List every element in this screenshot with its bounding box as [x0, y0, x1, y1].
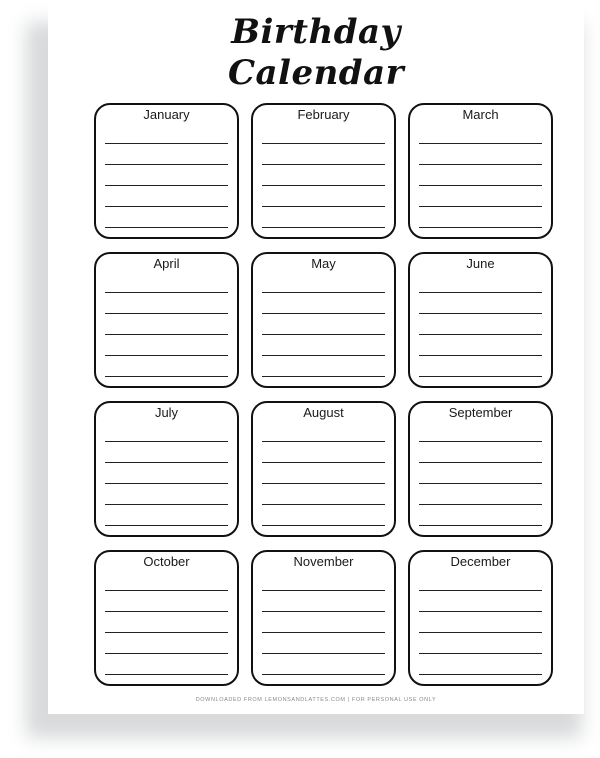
- writing-line: [262, 143, 385, 144]
- month-name: February: [297, 107, 350, 122]
- writing-line: [262, 313, 385, 314]
- month-name: April: [153, 256, 180, 271]
- writing-line: [105, 674, 228, 675]
- writing-line: [419, 334, 542, 335]
- month-box-february: [251, 103, 396, 239]
- writing-line: [262, 590, 385, 591]
- writing-line: [105, 292, 228, 293]
- writing-line: [105, 143, 228, 144]
- writing-line: [105, 653, 228, 654]
- writing-line: [419, 441, 542, 442]
- writing-line: [419, 227, 542, 228]
- month-name: June: [466, 256, 495, 271]
- writing-line: [262, 504, 385, 505]
- writing-line: [419, 313, 542, 314]
- writing-line: [419, 525, 542, 526]
- writing-line: [262, 227, 385, 228]
- month-box-september: [408, 401, 553, 537]
- writing-line: [262, 483, 385, 484]
- writing-line: [419, 185, 542, 186]
- month-box-november: [251, 550, 396, 686]
- month-box-june: [408, 252, 553, 388]
- writing-line: [105, 483, 228, 484]
- month-box-july: [94, 401, 239, 537]
- writing-line: [105, 164, 228, 165]
- writing-line: [262, 185, 385, 186]
- writing-line: [419, 206, 542, 207]
- month-box-october: [94, 550, 239, 686]
- month-box-may: [251, 252, 396, 388]
- writing-line: [419, 164, 542, 165]
- writing-line: [105, 441, 228, 442]
- writing-line: [105, 632, 228, 633]
- month-box-august: [251, 401, 396, 537]
- month-name: December: [450, 554, 511, 569]
- month-box-march: [408, 103, 553, 239]
- month-box-january: [94, 103, 239, 239]
- writing-line: [419, 674, 542, 675]
- month-name: November: [293, 554, 354, 569]
- writing-line: [105, 185, 228, 186]
- month-name: July: [154, 405, 179, 420]
- month-name: March: [462, 107, 499, 122]
- footer-credit: DOWNLOADED FROM LEMONSANDLATTES.COM | FOR PERSONAL USE ONLY: [195, 697, 437, 703]
- writing-line: [105, 334, 228, 335]
- writing-line: [419, 504, 542, 505]
- writing-line: [105, 206, 228, 207]
- month-name: May: [311, 256, 336, 271]
- month-grid: [94, 103, 554, 687]
- writing-line: [105, 504, 228, 505]
- month-box-december: [408, 550, 553, 686]
- writing-line: [419, 462, 542, 463]
- writing-line: [105, 313, 228, 314]
- month-name: January: [143, 107, 190, 122]
- writing-line: [419, 590, 542, 591]
- writing-line: [262, 206, 385, 207]
- writing-line: [262, 334, 385, 335]
- writing-line: [419, 653, 542, 654]
- writing-line: [105, 611, 228, 612]
- writing-line: [419, 143, 542, 144]
- month-box-april: [94, 252, 239, 388]
- printable-sheet: [48, 0, 584, 714]
- writing-line: [105, 590, 228, 591]
- writing-line: [105, 525, 228, 526]
- writing-line: [419, 632, 542, 633]
- writing-line: [262, 292, 385, 293]
- writing-line: [419, 292, 542, 293]
- writing-line: [105, 227, 228, 228]
- writing-line: [262, 674, 385, 675]
- writing-line: [262, 355, 385, 356]
- writing-line: [262, 632, 385, 633]
- month-name: September: [448, 405, 513, 420]
- writing-line: [262, 611, 385, 612]
- writing-line: [105, 462, 228, 463]
- title-line-2: Calendar: [227, 53, 405, 93]
- writing-line: [262, 164, 385, 165]
- writing-line: [419, 355, 542, 356]
- writing-line: [419, 483, 542, 484]
- writing-line: [262, 653, 385, 654]
- month-name: October: [143, 554, 190, 569]
- writing-line: [262, 376, 385, 377]
- month-name: August: [303, 405, 344, 420]
- writing-line: [262, 441, 385, 442]
- writing-line: [419, 611, 542, 612]
- writing-line: [262, 525, 385, 526]
- writing-line: [105, 376, 228, 377]
- writing-line: [105, 355, 228, 356]
- title-line-1: Birthday: [231, 12, 401, 52]
- writing-line: [419, 376, 542, 377]
- writing-line: [262, 462, 385, 463]
